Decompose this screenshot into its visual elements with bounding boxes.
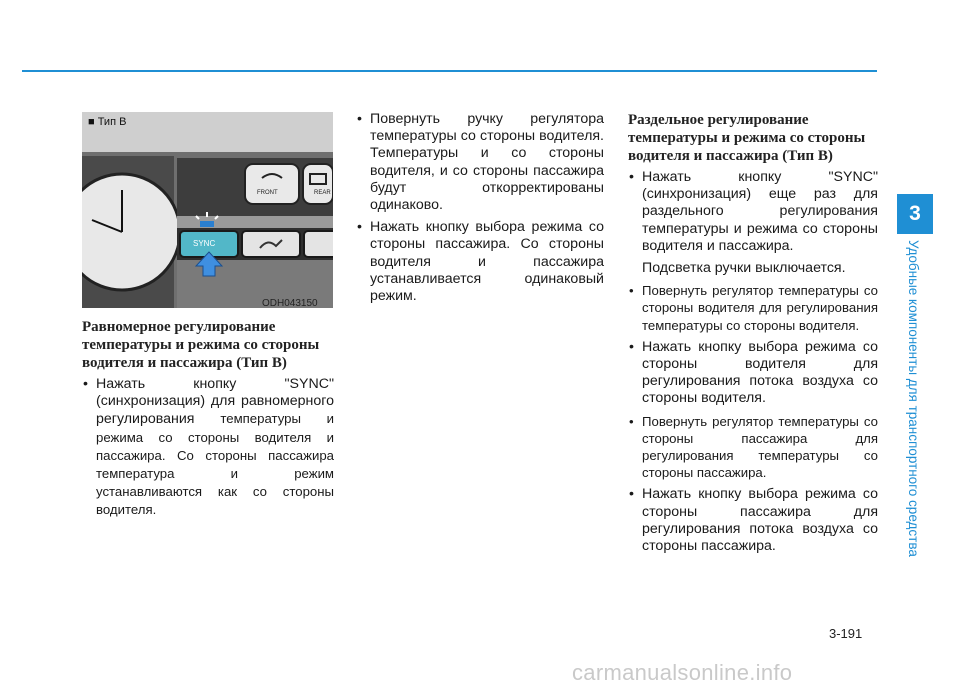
climate-panel-illustration — [82, 112, 333, 308]
bullet-text: Повернуть ручку регулятора температуры со стороны водителя. Температуры и со стороны водителя, и со стороны пассажира будут откорректированы одинаково. — [370, 111, 604, 214]
bullet-text-continued: температуры и режима со стороны водителя и пассажира. Со стороны пассажира температура и режим устанавливаются как со стороны водителя. — [96, 411, 334, 518]
bullet-text: Нажать кнопку "SYNC" (синхронизация) еще раз для раздельного регулирования температуры и режима со стороны водителя и пассажира. — [642, 169, 878, 254]
bullet-item — [628, 169, 878, 255]
bullet-item — [628, 282, 878, 334]
bullet-item — [82, 376, 334, 520]
bullet-item — [356, 219, 604, 305]
figure-code: ODH043150 — [262, 298, 318, 309]
bullet-item — [628, 339, 878, 408]
front-button-label: FRONT — [257, 190, 278, 196]
chapter-title-vertical — [905, 240, 925, 570]
bullet-text: Повернуть регулятор температуры со стороны водителя для регулирования температуры со стороны водителя. — [642, 283, 878, 333]
bullet-text: Нажать кнопку выбора режима со стороны водителя для регулирования потока воздуха со стороны водителя. — [642, 338, 878, 407]
bullet-dot: • — [83, 376, 88, 392]
column-2 — [356, 111, 604, 310]
watermark: carmanualsonline.info — [572, 660, 793, 685]
bullet-text: Нажать кнопку выбора режима со стороны пассажира. Со стороны водителя и пассажира устанавливается одинаковый режим. — [370, 219, 604, 305]
column-1 — [82, 318, 334, 525]
bullet-dot: • — [629, 413, 634, 429]
bullet-item — [628, 486, 878, 555]
rear-button-label: REAR — [314, 190, 331, 196]
page-number: 3-191 — [829, 626, 863, 641]
chapter-title: Удобные компоненты для транспортного средства — [906, 240, 921, 557]
bullet-dot: • — [357, 219, 362, 236]
bullet-text: Нажать кнопку "SYNC" (синхронизация) для равномерного регулирования — [96, 376, 334, 428]
bullet-item — [628, 413, 878, 482]
bullet-item — [356, 111, 604, 214]
section-heading-separate: Раздельное регулирование температуры и режима со стороны водителя и пассажира (Тип B) — [628, 112, 866, 164]
bullet-dot: • — [629, 486, 634, 503]
figure-type-label: ■ Тип B — [88, 116, 127, 128]
bullet-text: Повернуть регулятор температуры со стороны пассажира для регулирования температуры со стороны пассажира. — [642, 413, 878, 481]
chapter-tab: 3 — [897, 194, 933, 234]
sync-button-label: SYNC — [193, 239, 216, 248]
top-rule — [22, 70, 877, 72]
bullet-dot: • — [629, 169, 634, 185]
bullet-dot: • — [629, 283, 634, 299]
column-3 — [628, 111, 878, 560]
bullet-dot: • — [357, 111, 362, 127]
bullet-text: Нажать кнопку выбора режима со стороны пассажира для регулирования потока воздуха со стороны пассажира. — [642, 486, 878, 555]
section-heading-sync: Равномерное регулирование температуры и режима со стороны водителя и пассажира (Тип B) — [82, 319, 320, 371]
bullet-dot: • — [629, 338, 634, 355]
note-text: Подсветка ручки выключается. — [642, 260, 846, 277]
climate-panel-drawing — [82, 112, 333, 308]
